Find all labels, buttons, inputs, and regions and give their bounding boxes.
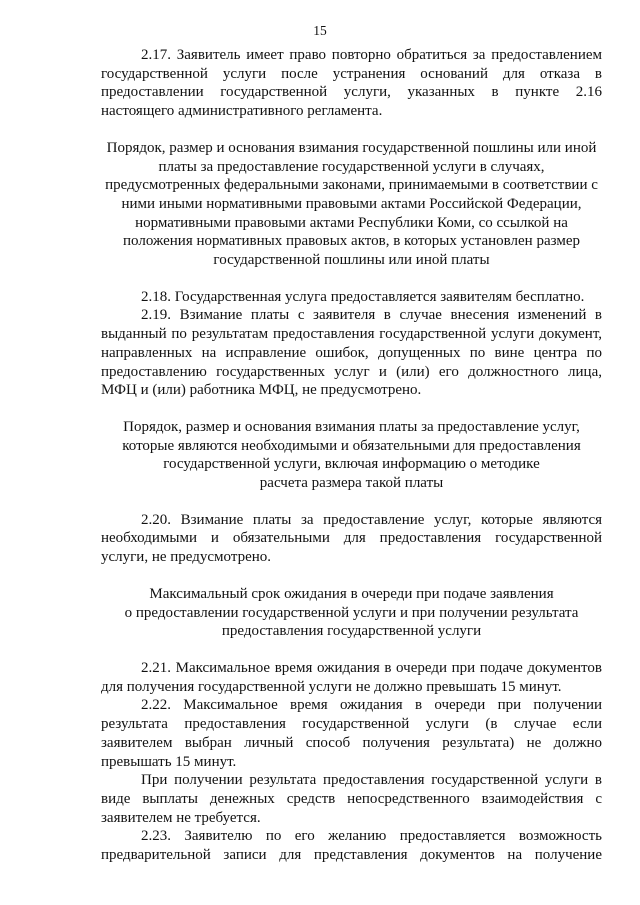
heading-line: о предоставлении государственной услуги и при получении результата <box>124 604 579 621</box>
paragraph-line: настоящего административного регламента. <box>101 103 383 120</box>
heading-line: которые являются необходимыми и обязательными для предоставления <box>122 437 581 454</box>
paragraph-line: 2.18. Государственная услуга предоставляется заявителям бесплатно. <box>141 288 585 305</box>
paragraph-2-21 <box>101 659 602 696</box>
paragraph-line: предварительной записи для представления документов на получение <box>101 847 602 864</box>
page-number: 15 <box>313 23 327 38</box>
heading-line: положения нормативных правовых актов, в которых установлен размер <box>123 233 580 250</box>
heading-line: государственной услуги, включая информацию о методике <box>163 456 540 473</box>
paragraph-line: 2.17. Заявитель имеет право повторно обратиться за предоставлением <box>141 47 602 63</box>
heading-line: платы за предоставление государственной услуги в случаях, <box>158 158 545 175</box>
paragraph-line: предоставлении государственной услуги, указанных в пункте 2.16 <box>101 84 602 101</box>
paragraph-line: заявителем выбран личный способ получения результата) не должно <box>101 734 602 751</box>
paragraph-line: 2.23. Заявителю по его желанию предоставляется возможность <box>141 828 602 845</box>
paragraph-line: При получении результата предоставления государственной услуги в <box>141 772 602 789</box>
paragraph-line: предоставлению государственных услуг и (или) его должностного лица, <box>101 363 602 380</box>
paragraph-2-22 <box>101 696 602 771</box>
heading-line: государственной пошлины или иной платы <box>213 252 490 269</box>
heading-line: Порядок, размер и основания взимания платы за предоставление услуг, <box>123 418 580 435</box>
heading-line: ними иными нормативными правовыми актами Российской Федерации, <box>121 195 582 212</box>
section-heading-queue <box>101 585 602 641</box>
paragraph-line: 2.20. Взимание платы за предоставление услуг, которые являются <box>141 511 602 528</box>
paragraph-line: выданный по результатам предоставления государственной услуги документ, <box>101 326 602 343</box>
paragraph-2-19 <box>101 306 602 400</box>
paragraph-2-18 <box>101 288 602 307</box>
heading-line: расчета размера такой платы <box>259 475 444 492</box>
paragraph-line: МФЦ и (или) работника МФЦ, не предусмотрено. <box>101 382 422 399</box>
paragraph-line: заявителем не требуется. <box>101 809 261 826</box>
heading-line: Максимальный срок ожидания в очереди при подаче заявления <box>149 585 554 602</box>
paragraph-line: превышать 15 минут. <box>101 753 237 770</box>
section-heading-fee <box>101 139 602 270</box>
heading-line: предусмотренных федеральными законами, принимаемыми в соответствии с <box>105 177 598 194</box>
paragraph-line: для получения государственной услуги не должно превышать 15 минут. <box>101 678 562 695</box>
paragraph-2-17 <box>101 46 602 121</box>
heading-line: Порядок, размер и основания взимания государственной пошлины или иной <box>106 139 597 156</box>
document-body <box>101 46 602 865</box>
paragraph-2-20 <box>101 511 602 567</box>
paragraph-line: результата предоставления государственной услуги (в случае если <box>101 716 602 733</box>
paragraph-line: необходимыми и обязательными для предоставления государственной <box>101 530 602 547</box>
paragraph-line: государственной услуги после устранения оснований для отказа в <box>101 65 602 82</box>
paragraph-line: 2.21. Максимальное время ожидания в очереди при подаче документов <box>141 659 602 676</box>
paragraph-line: 2.22. Максимальное время ожидания в очереди при получении <box>141 697 602 714</box>
paragraph-payment-note <box>101 771 602 827</box>
paragraph-line: виде выплаты денежных средств непосредственного взаимодействия с <box>101 790 602 807</box>
paragraph-line: услуги, не предусмотрено. <box>101 549 272 566</box>
paragraph-2-23 <box>101 827 602 864</box>
heading-line: нормативными правовыми актами Республики Коми, со ссылкой на <box>135 214 568 231</box>
section-heading-required-services <box>101 418 602 493</box>
paragraph-line: 2.19. Взимание платы с заявителя в случае внесения изменений в <box>141 307 602 324</box>
heading-line: предоставления государственной услуги <box>221 623 482 640</box>
paragraph-line: направленных на исправление ошибок, допущенных по вине центра по <box>101 344 602 361</box>
